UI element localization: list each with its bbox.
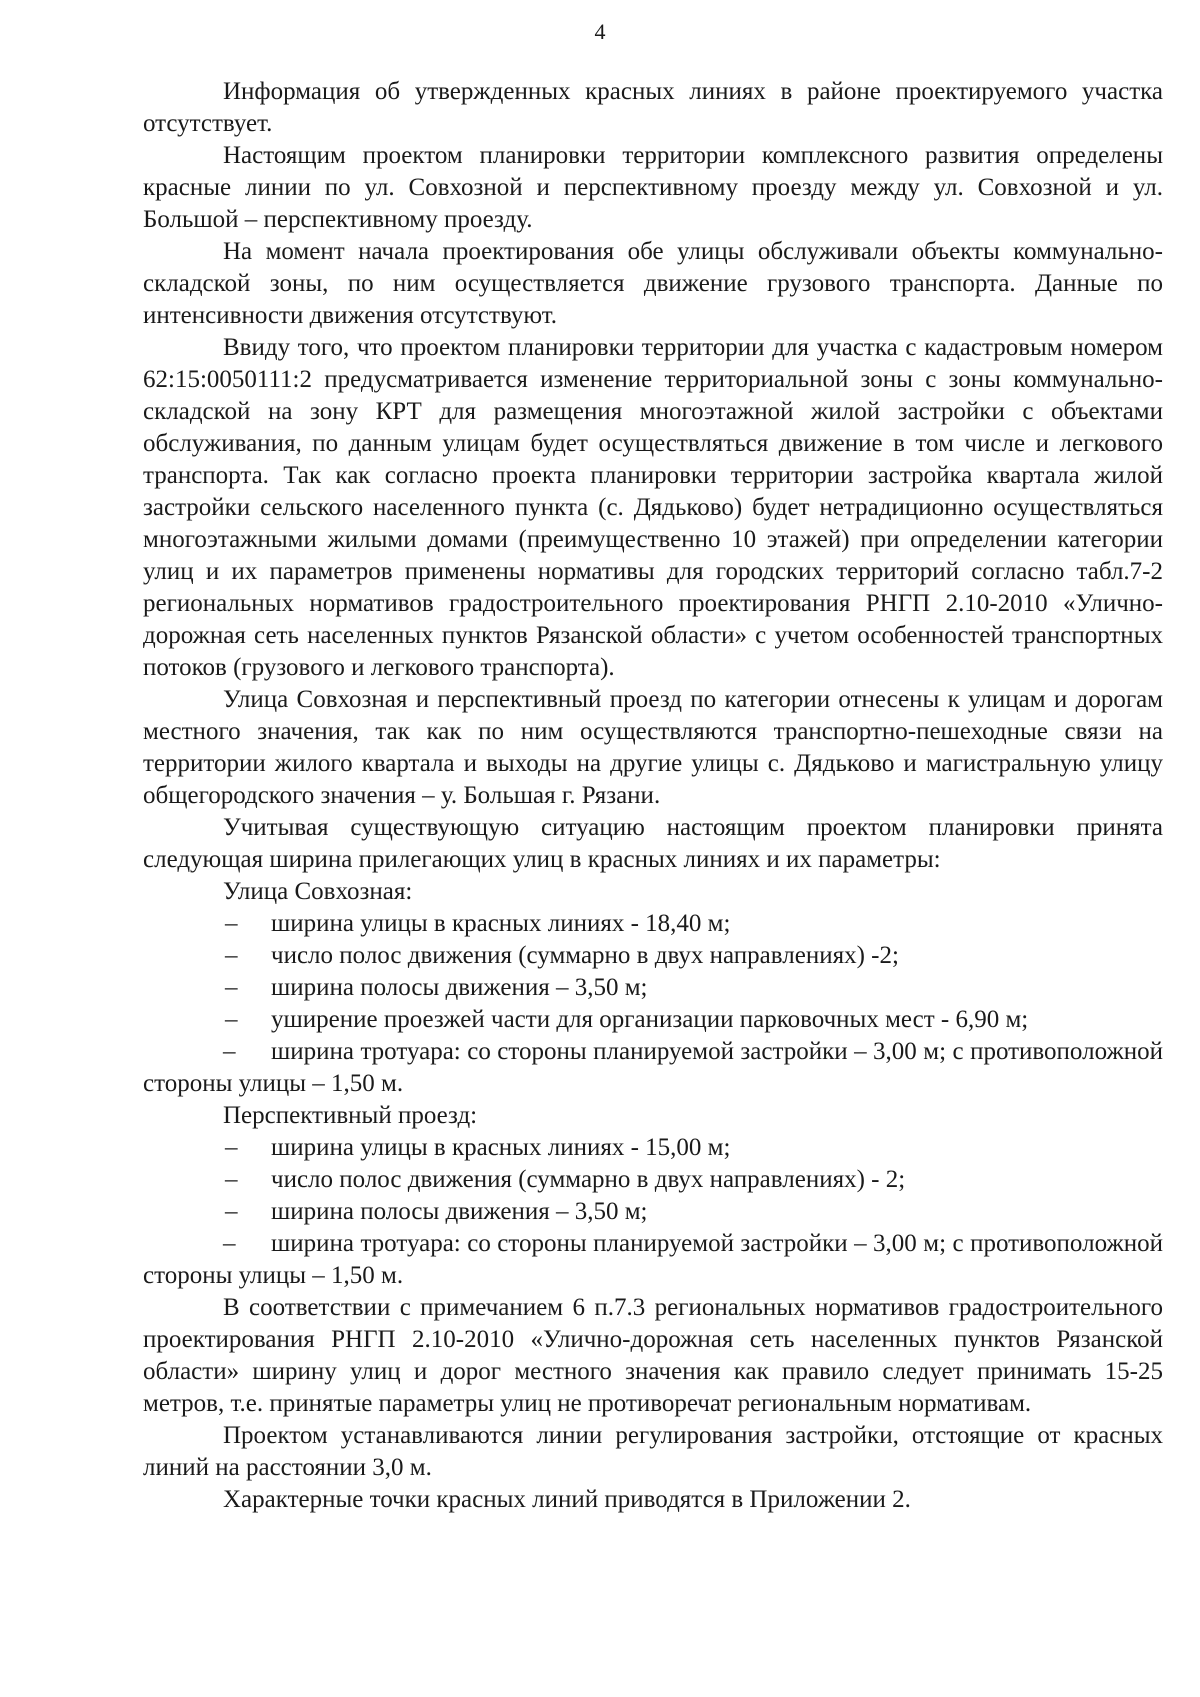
dash-marker: – (225, 910, 238, 937)
paragraph-red-lines-defined: Настоящим проектом планировки территории комплексного развития определены красные линии по ул. Совхозной и перспективному проезду между ул. Совхозной и ул. Большой – перспективному проезду. (143, 142, 1163, 233)
paragraph-design-start: На момент начала проектирования обе улицы обслуживали объекты коммунально-складской зоны, по ним осуществляется движение грузового транспорта. Данные по интенсивности движения отсутствуют. (143, 238, 1163, 329)
street2-title: Перспективный проезд: (223, 1102, 478, 1129)
page-number: 4 (594, 19, 606, 44)
list-item: – число полос движения (суммарно в двух направлениях) - 2; (143, 1164, 1163, 1196)
dash-marker: – (225, 942, 238, 969)
dash-marker: – (223, 1038, 236, 1065)
list-item: – уширение проезжей части для организации парковочных мест - 6,90 м; (143, 1004, 1163, 1036)
list-item: – ширина полосы движения – 3,50 м; (143, 972, 1163, 1004)
dash-marker: – (225, 1134, 238, 1161)
list-item: – ширина полосы движения – 3,50 м; (143, 1196, 1163, 1228)
dash-marker: – (223, 1230, 236, 1257)
paragraph-appendix-reference: Характерные точки красных линий приводятся в Приложении 2. (223, 1486, 911, 1513)
list-item-sidewalk: – ширина тротуара: со стороны планируемой застройки – 3,00 м; с противоположной стороны улицы – 1,50 м. (143, 1038, 1163, 1097)
street1-title: Улица Совхозная: (223, 878, 413, 905)
paragraph-regulation-lines: Проектом устанавливаются линии регулирования застройки, отстоящие от красных линий на расстоянии 3,0 м. (143, 1422, 1163, 1481)
dash-marker: – (225, 1166, 238, 1193)
list-item-sidewalk: – ширина тротуара: со стороны планируемой застройки – 3,00 м; с противоположной стороны улицы – 1,50 м. (143, 1230, 1163, 1289)
paragraph-zone-change: Ввиду того, что проектом планировки территории для участка с кадастровым номером 62:15:0050111:2 предусматривается изменение территориальной зоны с зоны коммунально-складской на зону КРТ для размещения многоэтажной жилой застройки с объектами обслуживания, по данным улицам будет осуществляться движение в том числе и легкового транспорта. Так как согласно проекта планировки территории застройка квартала жилой застройки сельского населенного пункта (с. Дядьково) будет нетрадиционно осуществляться многоэтажными жилыми домами (преимущественно 10 этажей) при определении категории улиц и их параметров применены нормативы для городских территорий согласно табл.7-2 региональных нормативов градостроительного проектирования РНГП 2.10-2010 «Улично-дорожная сеть населенных пунктов Рязанской области» с учетом особенностей транспортных потоков (грузового и легкового транспорта). (143, 334, 1163, 681)
dash-marker: – (225, 974, 238, 1001)
paragraph-street-category: Улица Совхозная и перспективный проезд по категории отнесены к улицам и дорогам местного значения, так как по ним осуществляются транспортно-пешеходные связи на территории жилого квартала и выходы на другие улицы с. Дядьково и магистральную улицу общегородского значения – у. Большая г. Рязани. (143, 686, 1163, 809)
list-item: – число полос движения (суммарно в двух направлениях) -2; (143, 940, 1163, 972)
paragraph-normative-compliance: В соответствии с примечанием 6 п.7.3 региональных нормативов градостроительного проектирования РНГП 2.10-2010 «Улично-дорожная сеть населенных пунктов Рязанской области» ширину улиц и дорог местного значения как правило следует принимать 15-25 метров, т.е. принятые параметры улиц не противоречат региональным нормативам. (143, 1294, 1163, 1417)
dash-marker: – (225, 1006, 238, 1033)
list-item: – ширина улицы в красных линиях - 15,00 м; (143, 1132, 1163, 1164)
document-body (143, 76, 1163, 1516)
paragraph-accepted-width: Учитывая существующую ситуацию настоящим проектом планировки принята следующая ширина прилегающих улиц в красных линиях и их параметры: (143, 814, 1163, 873)
dash-marker: – (225, 1198, 238, 1225)
paragraph-red-lines-info: Информация об утвержденных красных линиях в районе проектируемого участка отсутствует. (143, 78, 1163, 137)
list-item: – ширина улицы в красных линиях - 18,40 м; (143, 908, 1163, 940)
